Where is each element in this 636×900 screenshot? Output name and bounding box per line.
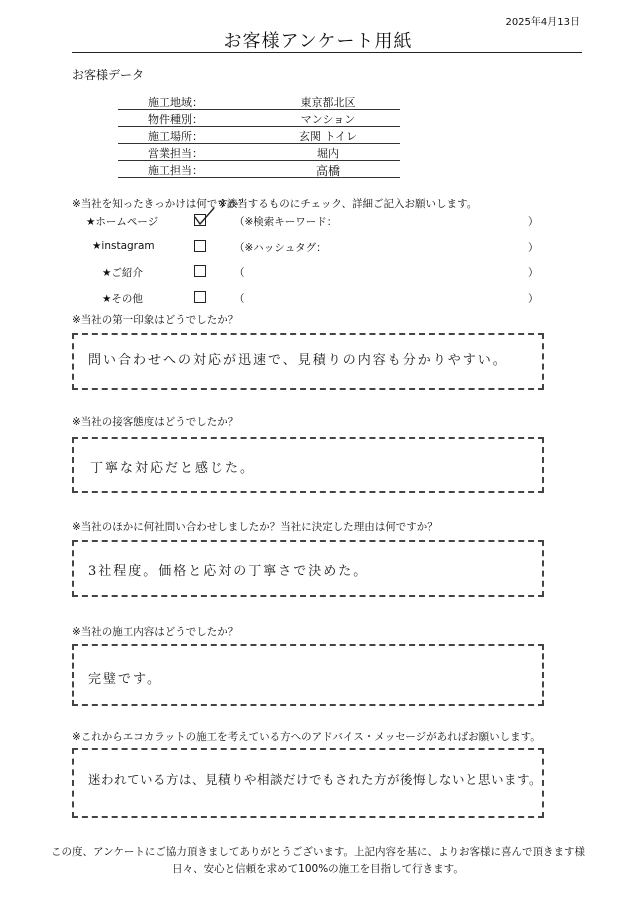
decision-reason-question: ※当社のほかに何社問い合わせしましたか？当社に決定した理由は何ですか？	[72, 521, 438, 533]
row-value: 堀内	[317, 147, 339, 160]
row-label: 営業担当：	[148, 147, 203, 160]
option-instagram-detail: （※ハッシュタグ：	[234, 242, 327, 254]
customer-row-area	[118, 94, 400, 110]
first-impression-question: ※当社の第一印象はどうでしたか？	[72, 314, 239, 326]
first-impression-answer-box	[72, 333, 544, 390]
customer-row-property-type	[118, 111, 400, 127]
decision-reason-answer-box	[72, 540, 544, 597]
service-attitude-answer: 丁寧な対応だと感じた。	[90, 461, 256, 476]
advice-message-question: ※これからエコカラットの施工を考えている方へのアドバイス・メッセージがあればお願いします。	[72, 731, 541, 743]
customer-row-installer	[118, 162, 400, 178]
source-question: ※当社を知ったきっかけは何ですか？	[72, 198, 249, 210]
option-other-checkbox[interactable]	[194, 291, 206, 303]
row-value: 玄関 トイレ	[299, 130, 357, 143]
customer-row-sales-rep	[118, 145, 400, 161]
option-referral-detail: （	[234, 267, 245, 279]
check-mark-icon	[193, 208, 215, 228]
option-referral-checkbox[interactable]	[194, 265, 206, 277]
option-other-close: ）	[528, 293, 539, 305]
option-homepage-detail: （※検索キーワード：	[234, 216, 338, 228]
service-attitude-answer-box	[72, 437, 544, 493]
row-label: 物件種別：	[148, 113, 203, 126]
work-quality-answer: 完璧です。	[88, 672, 162, 687]
footer-line-1: この度、アンケートにご協力頂きましてありがとうございます。上記内容を基に、よりお客様に喜んで頂きます様	[50, 846, 586, 858]
option-homepage-checkbox[interactable]	[194, 214, 206, 226]
advice-message-answer-box	[72, 748, 544, 818]
advice-message-answer: 迷われている方は、見積りや相談だけでもされた方が後悔しないと思います。	[88, 772, 543, 787]
row-label: 施工地域：	[148, 96, 203, 109]
option-instagram-label: ★instagram	[92, 240, 155, 252]
option-homepage-close: ）	[528, 216, 539, 228]
footer-line-2: 日々、安心と信頼を求めて100%の施工を目指して行きます。	[172, 863, 464, 875]
option-other-label: ★その他	[102, 293, 143, 305]
work-quality-answer-box	[72, 644, 544, 706]
option-other-detail: （	[234, 293, 245, 305]
row-value-handwritten: 高橋	[315, 164, 340, 178]
option-referral-close: ）	[528, 267, 539, 279]
row-label: 施工担当：	[148, 164, 203, 177]
customer-data-label: お客様データ	[72, 68, 145, 82]
option-referral-label: ★ご紹介	[102, 267, 143, 279]
option-instagram-close: ）	[528, 242, 539, 254]
row-value: マンション	[300, 113, 356, 126]
row-label: 施工場所：	[148, 130, 203, 143]
survey-date: 2025年4月13日	[505, 17, 580, 28]
work-quality-question: ※当社の施工内容はどうでしたか？	[72, 626, 239, 638]
row-value: 東京都北区	[300, 96, 356, 109]
option-instagram-checkbox[interactable]	[194, 240, 206, 252]
first-impression-answer: 問い合わせへの対応が迅速で、見積りの内容も分かりやすい。	[88, 353, 508, 368]
title-underline	[72, 52, 582, 53]
option-homepage-label: ★ホームページ	[86, 216, 159, 228]
service-attitude-question: ※当社の接客態度はどうでしたか？	[72, 416, 239, 428]
customer-row-location	[118, 128, 400, 144]
source-note: ※該当するものにチェック、詳細ご記入お願いします。	[218, 198, 478, 210]
page-title: お客様アンケート用紙	[223, 31, 413, 52]
decision-reason-answer: 3社程度。価格と応対の丁寧さで決めた。	[88, 564, 369, 579]
